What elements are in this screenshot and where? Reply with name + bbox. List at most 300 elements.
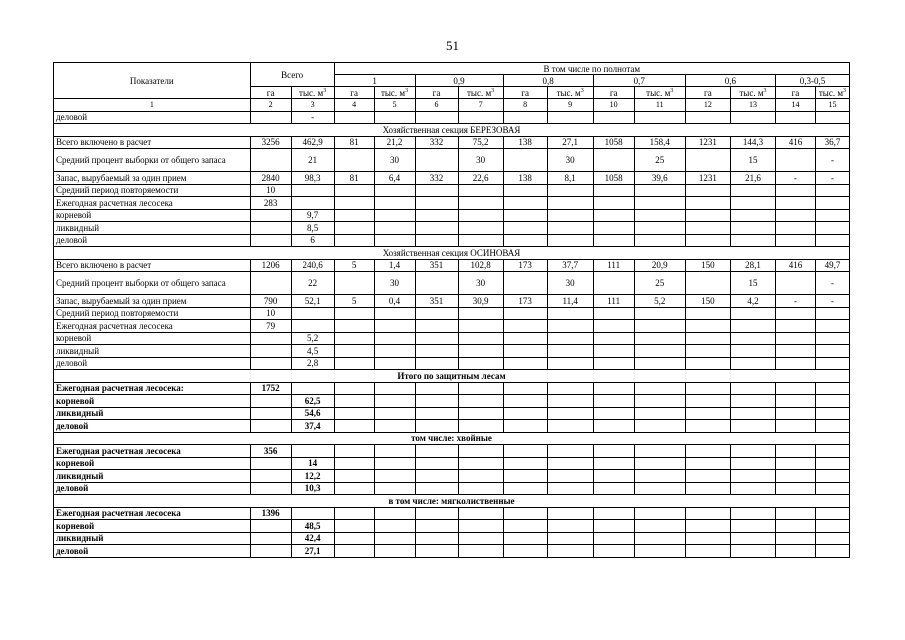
table-cell — [730, 470, 775, 483]
table-cell: 5,2 — [634, 295, 685, 308]
table-cell — [547, 420, 593, 433]
table-cell — [775, 532, 815, 545]
row-label: деловой — [54, 111, 251, 124]
table-cell — [250, 532, 291, 545]
column-number: 11 — [634, 99, 685, 112]
table-cell — [815, 382, 849, 395]
table-cell — [815, 184, 849, 197]
table-cell: 111 — [593, 295, 634, 308]
table-row — [54, 111, 850, 124]
table-cell — [593, 149, 634, 172]
table-cell — [685, 420, 730, 433]
table-cell — [415, 197, 458, 210]
section-header-row — [54, 124, 850, 137]
table-cell — [815, 395, 849, 408]
column-number: 4 — [334, 99, 374, 112]
table-cell: 158,4 — [634, 136, 685, 149]
table-cell — [685, 209, 730, 222]
table-cell — [685, 382, 730, 395]
table-cell: 351 — [415, 295, 458, 308]
table-cell — [415, 357, 458, 370]
section-title: в том числе: мягколиственные — [54, 495, 850, 508]
table-cell — [634, 382, 685, 395]
column-number: 5 — [374, 99, 415, 112]
table-cell — [415, 457, 458, 470]
table-cell — [374, 420, 415, 433]
table-cell — [593, 457, 634, 470]
row-label: Ежегодная расчетная лесосека — [54, 507, 251, 520]
table-cell — [415, 470, 458, 483]
row-label: Средний период повторяемости — [54, 307, 251, 320]
table-cell — [334, 209, 374, 222]
table-row — [54, 470, 850, 483]
table-cell: 1,4 — [374, 259, 415, 272]
table-cell — [775, 222, 815, 235]
row-label: ликвидный — [54, 222, 251, 235]
table-cell — [415, 111, 458, 124]
table-cell: 15 — [730, 149, 775, 172]
table-cell — [730, 420, 775, 433]
table-cell — [503, 482, 547, 495]
table-cell — [815, 197, 849, 210]
table-cell — [458, 545, 503, 558]
table-cell — [775, 482, 815, 495]
table-cell: 240,6 — [291, 259, 334, 272]
table-row — [54, 332, 850, 345]
table-cell — [547, 520, 593, 533]
table-cell — [458, 320, 503, 333]
unit-ha: га — [334, 87, 374, 99]
table-cell — [503, 149, 547, 172]
table-cell — [250, 234, 291, 247]
table-body — [54, 111, 850, 557]
table-cell: 20,9 — [634, 259, 685, 272]
table-cell — [685, 184, 730, 197]
table-cell — [685, 545, 730, 558]
table-cell — [458, 111, 503, 124]
table-cell: 2,8 — [291, 357, 334, 370]
table-cell — [291, 320, 334, 333]
table-cell — [503, 234, 547, 247]
table-cell: 5,2 — [291, 332, 334, 345]
table-cell — [503, 382, 547, 395]
table-cell — [547, 382, 593, 395]
column-number: 2 — [250, 99, 291, 112]
unit-ha: га — [775, 87, 815, 99]
table-cell — [547, 332, 593, 345]
table-cell — [334, 532, 374, 545]
unit-volume-sup: 3 — [843, 87, 847, 94]
table-cell — [415, 184, 458, 197]
table-cell — [503, 457, 547, 470]
table-cell — [593, 272, 634, 295]
table-row — [54, 172, 850, 185]
section-header-row — [54, 432, 850, 445]
table-cell — [503, 345, 547, 358]
table-cell: 21,2 — [374, 136, 415, 149]
table-cell — [685, 470, 730, 483]
table-cell — [593, 382, 634, 395]
table-cell — [685, 395, 730, 408]
table-cell — [374, 332, 415, 345]
table-cell — [634, 234, 685, 247]
table-cell — [685, 272, 730, 295]
table-cell: 9,7 — [291, 209, 334, 222]
table-row — [54, 457, 850, 470]
table-cell — [593, 209, 634, 222]
table-cell — [775, 395, 815, 408]
row-label: Всего включено в расчет — [54, 259, 251, 272]
header-indicator: Показатели — [54, 63, 251, 99]
table-cell — [730, 520, 775, 533]
table-cell — [730, 197, 775, 210]
table-cell — [503, 520, 547, 533]
table-cell: 2840 — [250, 172, 291, 185]
table-cell: 111 — [593, 259, 634, 272]
table-cell — [334, 482, 374, 495]
table-cell: 1752 — [250, 382, 291, 395]
table-cell — [593, 111, 634, 124]
table-cell — [730, 532, 775, 545]
table-cell — [250, 407, 291, 420]
table-cell — [503, 332, 547, 345]
unit-volume-sup: 3 — [670, 87, 674, 94]
table-cell: 30 — [374, 272, 415, 295]
table-cell: 4,2 — [730, 295, 775, 308]
table-cell — [775, 357, 815, 370]
table-cell: 416 — [775, 259, 815, 272]
table-cell — [685, 345, 730, 358]
table-cell — [634, 470, 685, 483]
table-cell: 1396 — [250, 507, 291, 520]
section-header-row — [54, 247, 850, 260]
table-cell — [458, 222, 503, 235]
table-cell — [730, 307, 775, 320]
table-cell: 6,4 — [374, 172, 415, 185]
table-cell — [775, 457, 815, 470]
table-cell — [415, 345, 458, 358]
table-cell — [593, 407, 634, 420]
table-cell — [374, 209, 415, 222]
table-cell: 28,1 — [730, 259, 775, 272]
header-total: Всего — [250, 63, 334, 87]
table-cell — [334, 184, 374, 197]
column-number: 7 — [458, 99, 503, 112]
section-title: том числе: хвойные — [54, 432, 850, 445]
table-cell — [685, 532, 730, 545]
table-cell — [547, 545, 593, 558]
table-cell — [374, 345, 415, 358]
table-cell — [730, 234, 775, 247]
table-cell — [730, 209, 775, 222]
table-cell — [458, 197, 503, 210]
column-number-row — [54, 99, 850, 112]
table-cell — [593, 332, 634, 345]
row-label: деловой — [54, 482, 251, 495]
table-cell — [415, 520, 458, 533]
table-cell — [775, 520, 815, 533]
unit-volume — [634, 87, 685, 99]
table-cell — [250, 482, 291, 495]
unit-volume-sup: 3 — [323, 87, 327, 94]
table-cell — [503, 470, 547, 483]
table-cell — [503, 222, 547, 235]
table-cell: 5 — [334, 259, 374, 272]
row-label: деловой — [54, 234, 251, 247]
table-cell — [775, 209, 815, 222]
table-cell — [374, 222, 415, 235]
table-cell: 10 — [250, 184, 291, 197]
table-cell: - — [775, 295, 815, 308]
unit-volume-sup: 3 — [405, 87, 409, 94]
table-cell — [250, 395, 291, 408]
table-cell — [547, 507, 593, 520]
table-cell: 12,2 — [291, 470, 334, 483]
table-header — [54, 63, 850, 112]
table-cell: 48,5 — [291, 520, 334, 533]
table-cell — [250, 345, 291, 358]
row-label: Средний период повторяемости — [54, 184, 251, 197]
column-number: 3 — [291, 99, 334, 112]
table-cell — [291, 445, 334, 458]
table-cell — [685, 407, 730, 420]
table-cell — [374, 407, 415, 420]
table-row — [54, 320, 850, 333]
table-cell: 22 — [291, 272, 334, 295]
table-cell — [415, 545, 458, 558]
table-cell — [374, 382, 415, 395]
table-cell — [775, 234, 815, 247]
table-cell — [634, 307, 685, 320]
table-cell — [775, 332, 815, 345]
table-cell — [775, 507, 815, 520]
table-cell — [593, 470, 634, 483]
table-cell — [458, 332, 503, 345]
table-cell — [415, 149, 458, 172]
table-cell: 79 — [250, 320, 291, 333]
table-cell — [374, 197, 415, 210]
table-cell: 332 — [415, 172, 458, 185]
table-cell — [634, 507, 685, 520]
table-cell: 10,3 — [291, 482, 334, 495]
unit-ha: га — [685, 87, 730, 99]
table-cell — [334, 382, 374, 395]
column-number: 13 — [730, 99, 775, 112]
table-cell — [815, 320, 849, 333]
table-cell — [634, 407, 685, 420]
table-cell — [291, 507, 334, 520]
table-cell: 75,2 — [458, 136, 503, 149]
table-row — [54, 532, 850, 545]
unit-volume-text: тыс. м — [739, 87, 764, 98]
density-header: 0,7 — [593, 75, 685, 87]
table-row — [54, 272, 850, 295]
unit-ha: га — [250, 87, 291, 99]
table-cell — [458, 445, 503, 458]
table-cell — [775, 420, 815, 433]
unit-volume-text: тыс. м — [646, 87, 671, 98]
table-cell — [415, 209, 458, 222]
table-cell — [458, 382, 503, 395]
table-cell: 356 — [250, 445, 291, 458]
table-cell — [374, 507, 415, 520]
table-cell — [634, 395, 685, 408]
table-cell — [374, 357, 415, 370]
table-cell: 351 — [415, 259, 458, 272]
table-cell — [634, 320, 685, 333]
table-cell — [685, 320, 730, 333]
table-cell: 81 — [334, 172, 374, 185]
table-cell — [634, 545, 685, 558]
table-cell — [547, 307, 593, 320]
table-cell — [730, 445, 775, 458]
table-cell — [334, 445, 374, 458]
unit-volume-text: тыс. м — [299, 87, 324, 98]
table-cell: - — [815, 149, 849, 172]
table-cell — [547, 482, 593, 495]
density-header: 0,9 — [415, 75, 503, 87]
table-cell: 416 — [775, 136, 815, 149]
table-cell: 283 — [250, 197, 291, 210]
table-cell — [458, 184, 503, 197]
table-cell — [547, 345, 593, 358]
table-cell — [685, 197, 730, 210]
table-cell — [458, 457, 503, 470]
table-cell — [815, 507, 849, 520]
table-cell — [775, 470, 815, 483]
table-cell — [334, 234, 374, 247]
row-label: ликвидный — [54, 345, 251, 358]
table-cell: 52,1 — [291, 295, 334, 308]
table-cell — [250, 272, 291, 295]
table-cell — [458, 234, 503, 247]
table-cell — [374, 307, 415, 320]
table-cell — [685, 457, 730, 470]
table-cell — [334, 395, 374, 408]
table-cell — [415, 407, 458, 420]
table-cell — [547, 111, 593, 124]
table-cell — [503, 197, 547, 210]
unit-volume-text: тыс. м — [556, 87, 581, 98]
column-number: 8 — [503, 99, 547, 112]
table-row — [54, 407, 850, 420]
table-cell — [815, 420, 849, 433]
table-row — [54, 295, 850, 308]
table-cell — [503, 320, 547, 333]
table-cell — [730, 482, 775, 495]
table-cell — [547, 445, 593, 458]
table-cell — [730, 395, 775, 408]
table-cell — [250, 545, 291, 558]
table-cell — [815, 545, 849, 558]
column-number: 15 — [815, 99, 849, 112]
table-cell — [374, 234, 415, 247]
table-cell — [334, 222, 374, 235]
table-cell — [503, 445, 547, 458]
table-cell — [815, 332, 849, 345]
table-cell: 27,1 — [547, 136, 593, 149]
table-cell — [334, 320, 374, 333]
table-cell — [593, 420, 634, 433]
table-cell — [730, 320, 775, 333]
table-cell — [775, 184, 815, 197]
table-cell — [250, 457, 291, 470]
table-cell — [374, 520, 415, 533]
row-label: ликвидный — [54, 407, 251, 420]
table-cell — [634, 184, 685, 197]
table-cell — [334, 420, 374, 433]
row-label: корневой — [54, 209, 251, 222]
table-cell: - — [815, 295, 849, 308]
column-number: 9 — [547, 99, 593, 112]
table-cell — [334, 345, 374, 358]
table-cell: 102,8 — [458, 259, 503, 272]
table-cell — [634, 332, 685, 345]
unit-ha: га — [503, 87, 547, 99]
table-cell — [775, 197, 815, 210]
table-cell: 22,6 — [458, 172, 503, 185]
density-header: 1 — [334, 75, 415, 87]
table-row — [54, 445, 850, 458]
table-cell — [815, 345, 849, 358]
table-cell — [547, 470, 593, 483]
row-label: деловой — [54, 545, 251, 558]
table-cell — [730, 357, 775, 370]
row-label: деловой — [54, 357, 251, 370]
unit-ha: га — [593, 87, 634, 99]
table-cell — [815, 111, 849, 124]
unit-volume — [547, 87, 593, 99]
unit-volume-text: тыс. м — [466, 87, 492, 98]
table-row — [54, 482, 850, 495]
table-cell — [547, 532, 593, 545]
table-row — [54, 259, 850, 272]
table-cell — [634, 457, 685, 470]
density-header: 0,6 — [685, 75, 775, 87]
row-label: корневой — [54, 395, 251, 408]
table-cell: 1231 — [685, 172, 730, 185]
table-row — [54, 382, 850, 395]
row-label: Запас, вырубаемый за один прием — [54, 295, 251, 308]
table-cell — [775, 320, 815, 333]
table-cell — [815, 532, 849, 545]
table-cell — [775, 445, 815, 458]
table-cell: 173 — [503, 259, 547, 272]
section-title: Хозяйственная секция БЕРЕЗОВАЯ — [54, 124, 850, 137]
column-number: 14 — [775, 99, 815, 112]
table-cell — [458, 345, 503, 358]
table-cell — [374, 445, 415, 458]
table-cell — [815, 457, 849, 470]
table-cell — [685, 307, 730, 320]
table-cell — [547, 457, 593, 470]
table-cell — [374, 395, 415, 408]
table-cell — [503, 272, 547, 295]
table-cell — [547, 184, 593, 197]
table-cell — [374, 320, 415, 333]
table-cell — [815, 357, 849, 370]
table-cell: 11,4 — [547, 295, 593, 308]
table-cell: 62,5 — [291, 395, 334, 408]
unit-volume — [815, 87, 849, 99]
forest-calculation-table — [53, 62, 850, 558]
table-cell — [334, 332, 374, 345]
table-cell — [503, 545, 547, 558]
table-cell — [374, 482, 415, 495]
table-row — [54, 507, 850, 520]
table-cell — [634, 482, 685, 495]
table-cell — [334, 457, 374, 470]
